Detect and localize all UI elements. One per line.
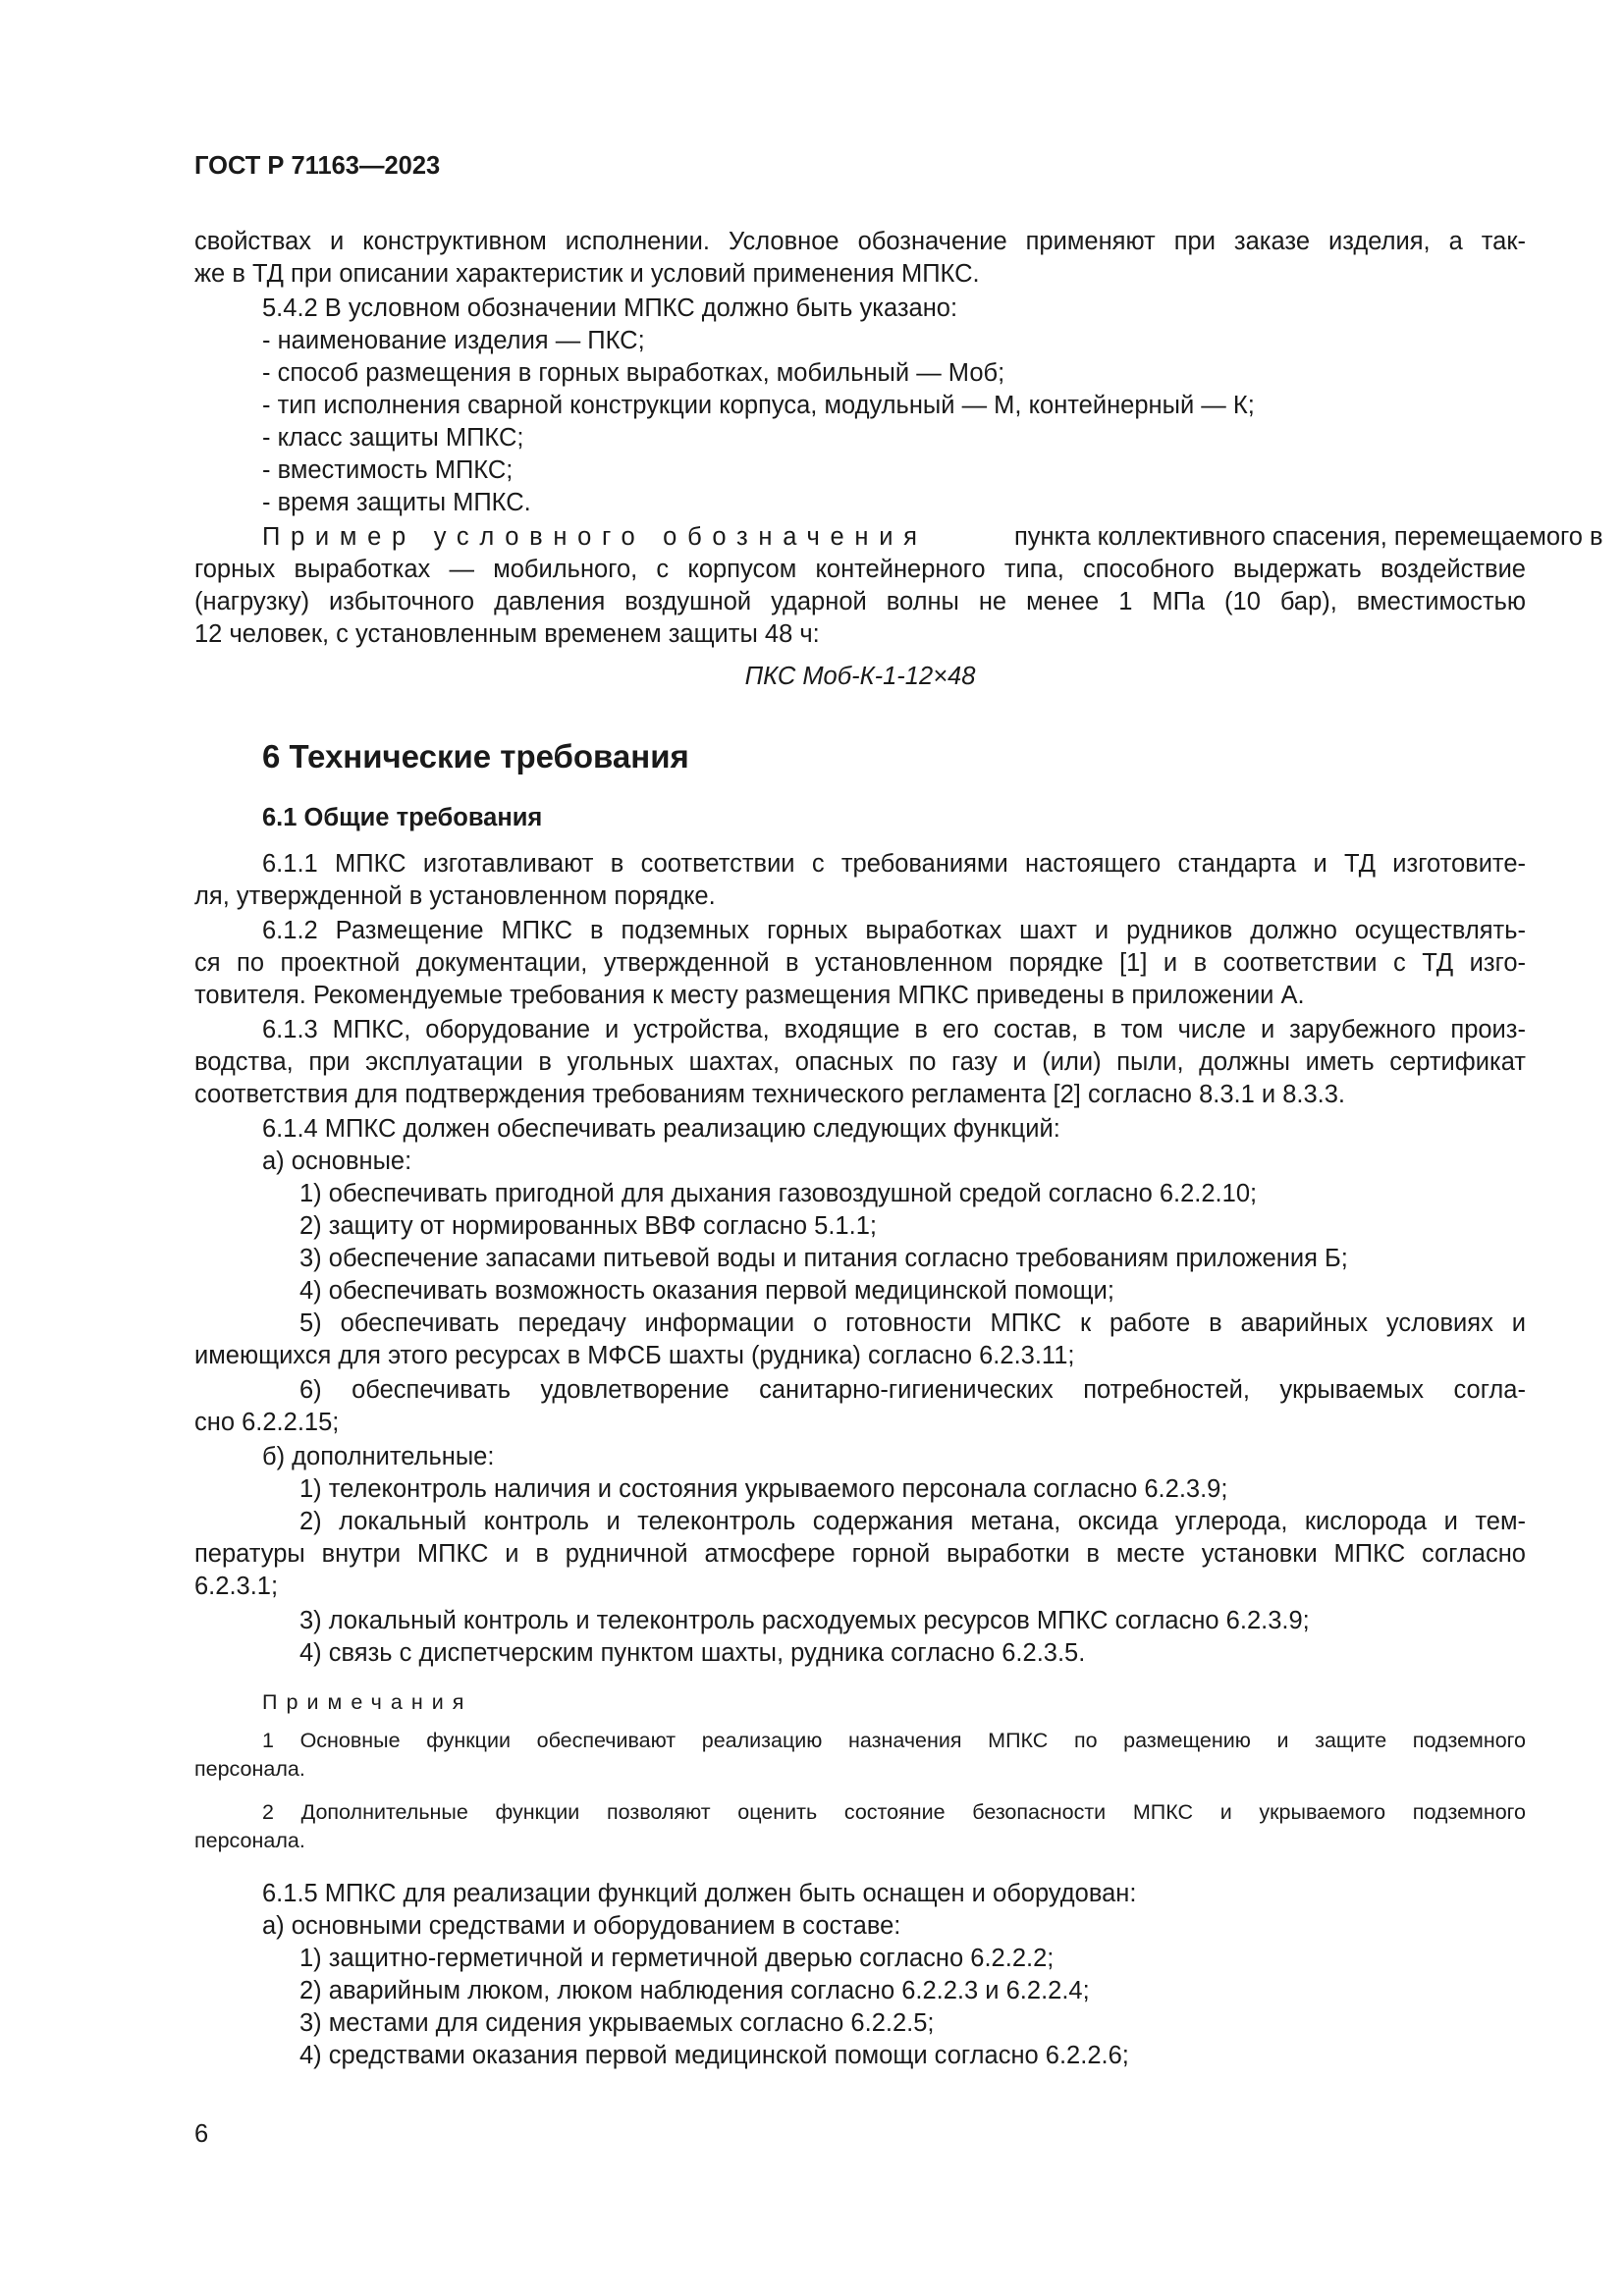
list-item: 3) локальный контроль и телеконтроль расходуемых ресурсов МПКС согласно 6.2.3.9;	[299, 1607, 1310, 1634]
dash-item: - вместимость МПКС;	[262, 456, 514, 484]
list-label: б) дополнительные:	[262, 1443, 495, 1470]
paragraph-line: 6.1.4 МПКС должен обеспечивать реализацию следующих функций:	[262, 1115, 1060, 1143]
page-number: 6	[194, 2120, 209, 2148]
note-line: 1 Основные функции обеспечивают реализацию назначения МПКС по размещению и защите подземного	[262, 1729, 1526, 1752]
example-line: 12 человек, с установленным временем защиты 48 ч:	[194, 620, 820, 648]
list-item: 2) аварийным люком, люком наблюдения согласно 6.2.2.3 и 6.2.2.4;	[299, 1977, 1090, 2004]
paragraph-line: товителя. Рекомендуемые требования к месту размещения МПКС приведены в приложении А.	[194, 982, 1305, 1009]
designation-formula: ПКС Моб-К-1-12×48	[744, 663, 976, 690]
list-item: 4) средствами оказания первой медицинской помощи согласно 6.2.2.6;	[299, 2042, 1129, 2069]
paragraph-line: свойствах и конструктивном исполнении. Условное обозначение применяют при заказе изделия, а так-	[194, 228, 1526, 255]
paragraph-line: водства, при эксплуатации в угольных шахтах, опасных по газу и (или) пыли, должны иметь сертификат	[194, 1048, 1526, 1076]
list-item: 4) обеспечивать возможность оказания первой медицинской помощи;	[299, 1277, 1114, 1305]
list-item: 1) защитно-герметичной и герметичной дверью согласно 6.2.2.2;	[299, 1945, 1055, 1972]
list-item: 3) обеспечение запасами питьевой воды и питания согласно требованиям приложения Б;	[299, 1245, 1348, 1272]
list-item: 4) связь с диспетчерским пунктом шахты, рудника согласно 6.2.3.5.	[299, 1639, 1086, 1667]
paragraph-line: соответствия для подтверждения требованиям технического регламента [2] согласно 8.3.1 и 8.3.3.	[194, 1081, 1346, 1108]
paragraph-line: 6.1.3 МПКС, оборудование и устройства, входящие в его состав, в том числе и зарубежного произ-	[262, 1016, 1526, 1043]
standard-header: ГОСТ Р 71163—2023	[194, 152, 441, 180]
dash-item: - наименование изделия — ПКС;	[262, 327, 645, 354]
paragraph-line: ся по проектной документации, утвержденной в установленном порядке [1] и в соответствии с ТД изго-	[194, 949, 1526, 977]
notes-label-text: Примечания	[262, 1690, 473, 1714]
example-label-text: Пример условного обозначения	[262, 523, 928, 551]
notes-label	[262, 1688, 472, 1717]
paragraph-line: 5.4.2 В условном обозначении МПКС должно быть указано:	[262, 294, 958, 322]
list-item: 1) телеконтроль наличия и состояния укрываемого персонала согласно 6.2.3.9;	[299, 1475, 1228, 1503]
dash-item: - тип исполнения сварной конструкции корпуса, модульный — М, контейнерный — К;	[262, 392, 1255, 419]
dash-item: - способ размещения в горных выработках, мобильный — Моб;	[262, 359, 1005, 387]
list-item: 1) обеспечивать пригодной для дыхания газовоздушной средой согласно 6.2.2.10;	[299, 1180, 1258, 1207]
example-line: (нагрузку) избыточного давления воздушной ударной волны не менее 1 МПа (10 бар), вместимостью	[194, 588, 1526, 615]
list-item: 3) местами для сидения укрываемых согласно 6.2.2.5;	[299, 2009, 935, 2037]
note-line: персонала.	[194, 1829, 305, 1852]
dash-item: - время защиты МПКС.	[262, 489, 531, 516]
list-item: 2) локальный контроль и телеконтроль содержания метана, оксида углерода, кислорода и тем-	[299, 1508, 1526, 1535]
list-item: пературы внутри МПКС и в рудничной атмосфере горной выработки в месте установки МПКС согласно	[194, 1540, 1526, 1568]
note-line: 2 Дополнительные функции позволяют оценить состояние безопасности МПКС и укрываемого подземного	[262, 1800, 1526, 1824]
subsection-title: 6.1 Общие требования	[262, 804, 543, 831]
dash-item: - класс защиты МПКС;	[262, 424, 524, 452]
list-label: а) основные:	[262, 1148, 412, 1175]
list-item: 2) защиту от нормированных ВВФ согласно 5.1.1;	[299, 1212, 877, 1240]
example-line: горных выработках — мобильного, с корпусом контейнерного типа, способного выдержать воздействие	[194, 556, 1526, 583]
list-item: имеющихся для этого ресурсах в МФСБ шахты (рудника) согласно 6.2.3.11;	[194, 1342, 1075, 1369]
note-line: персонала.	[194, 1757, 305, 1781]
example-line: пункта коллективного спасения, перемещаемого в	[1014, 523, 1603, 551]
paragraph-line: 6.1.2 Размещение МПКС в подземных горных выработках шахт и рудников должно осуществлять-	[262, 917, 1526, 944]
list-item: 6) обеспечивать удовлетворение санитарно-гигиенических потребностей, укрываемых согла-	[299, 1376, 1526, 1404]
list-item: 5) обеспечивать передачу информации о готовности МПКС к работе в аварийных условиях и	[299, 1309, 1526, 1337]
paragraph-line: же в ТД при описании характеристик и условий применения МПКС.	[194, 260, 980, 288]
paragraph-line: ля, утвержденной в установленном порядке.	[194, 882, 716, 910]
list-item: сно 6.2.2.15;	[194, 1409, 340, 1436]
example-label	[262, 521, 928, 554]
section-title: 6 Технические требования	[262, 738, 689, 774]
list-label: а) основными средствами и оборудованием в составе:	[262, 1912, 901, 1940]
paragraph-line: 6.1.5 МПКС для реализации функций должен быть оснащен и оборудован:	[262, 1880, 1137, 1907]
list-item: 6.2.3.1;	[194, 1573, 279, 1600]
paragraph-line: 6.1.1 МПКС изготавливают в соответствии с требованиями настоящего стандарта и ТД изготовите-	[262, 850, 1526, 878]
